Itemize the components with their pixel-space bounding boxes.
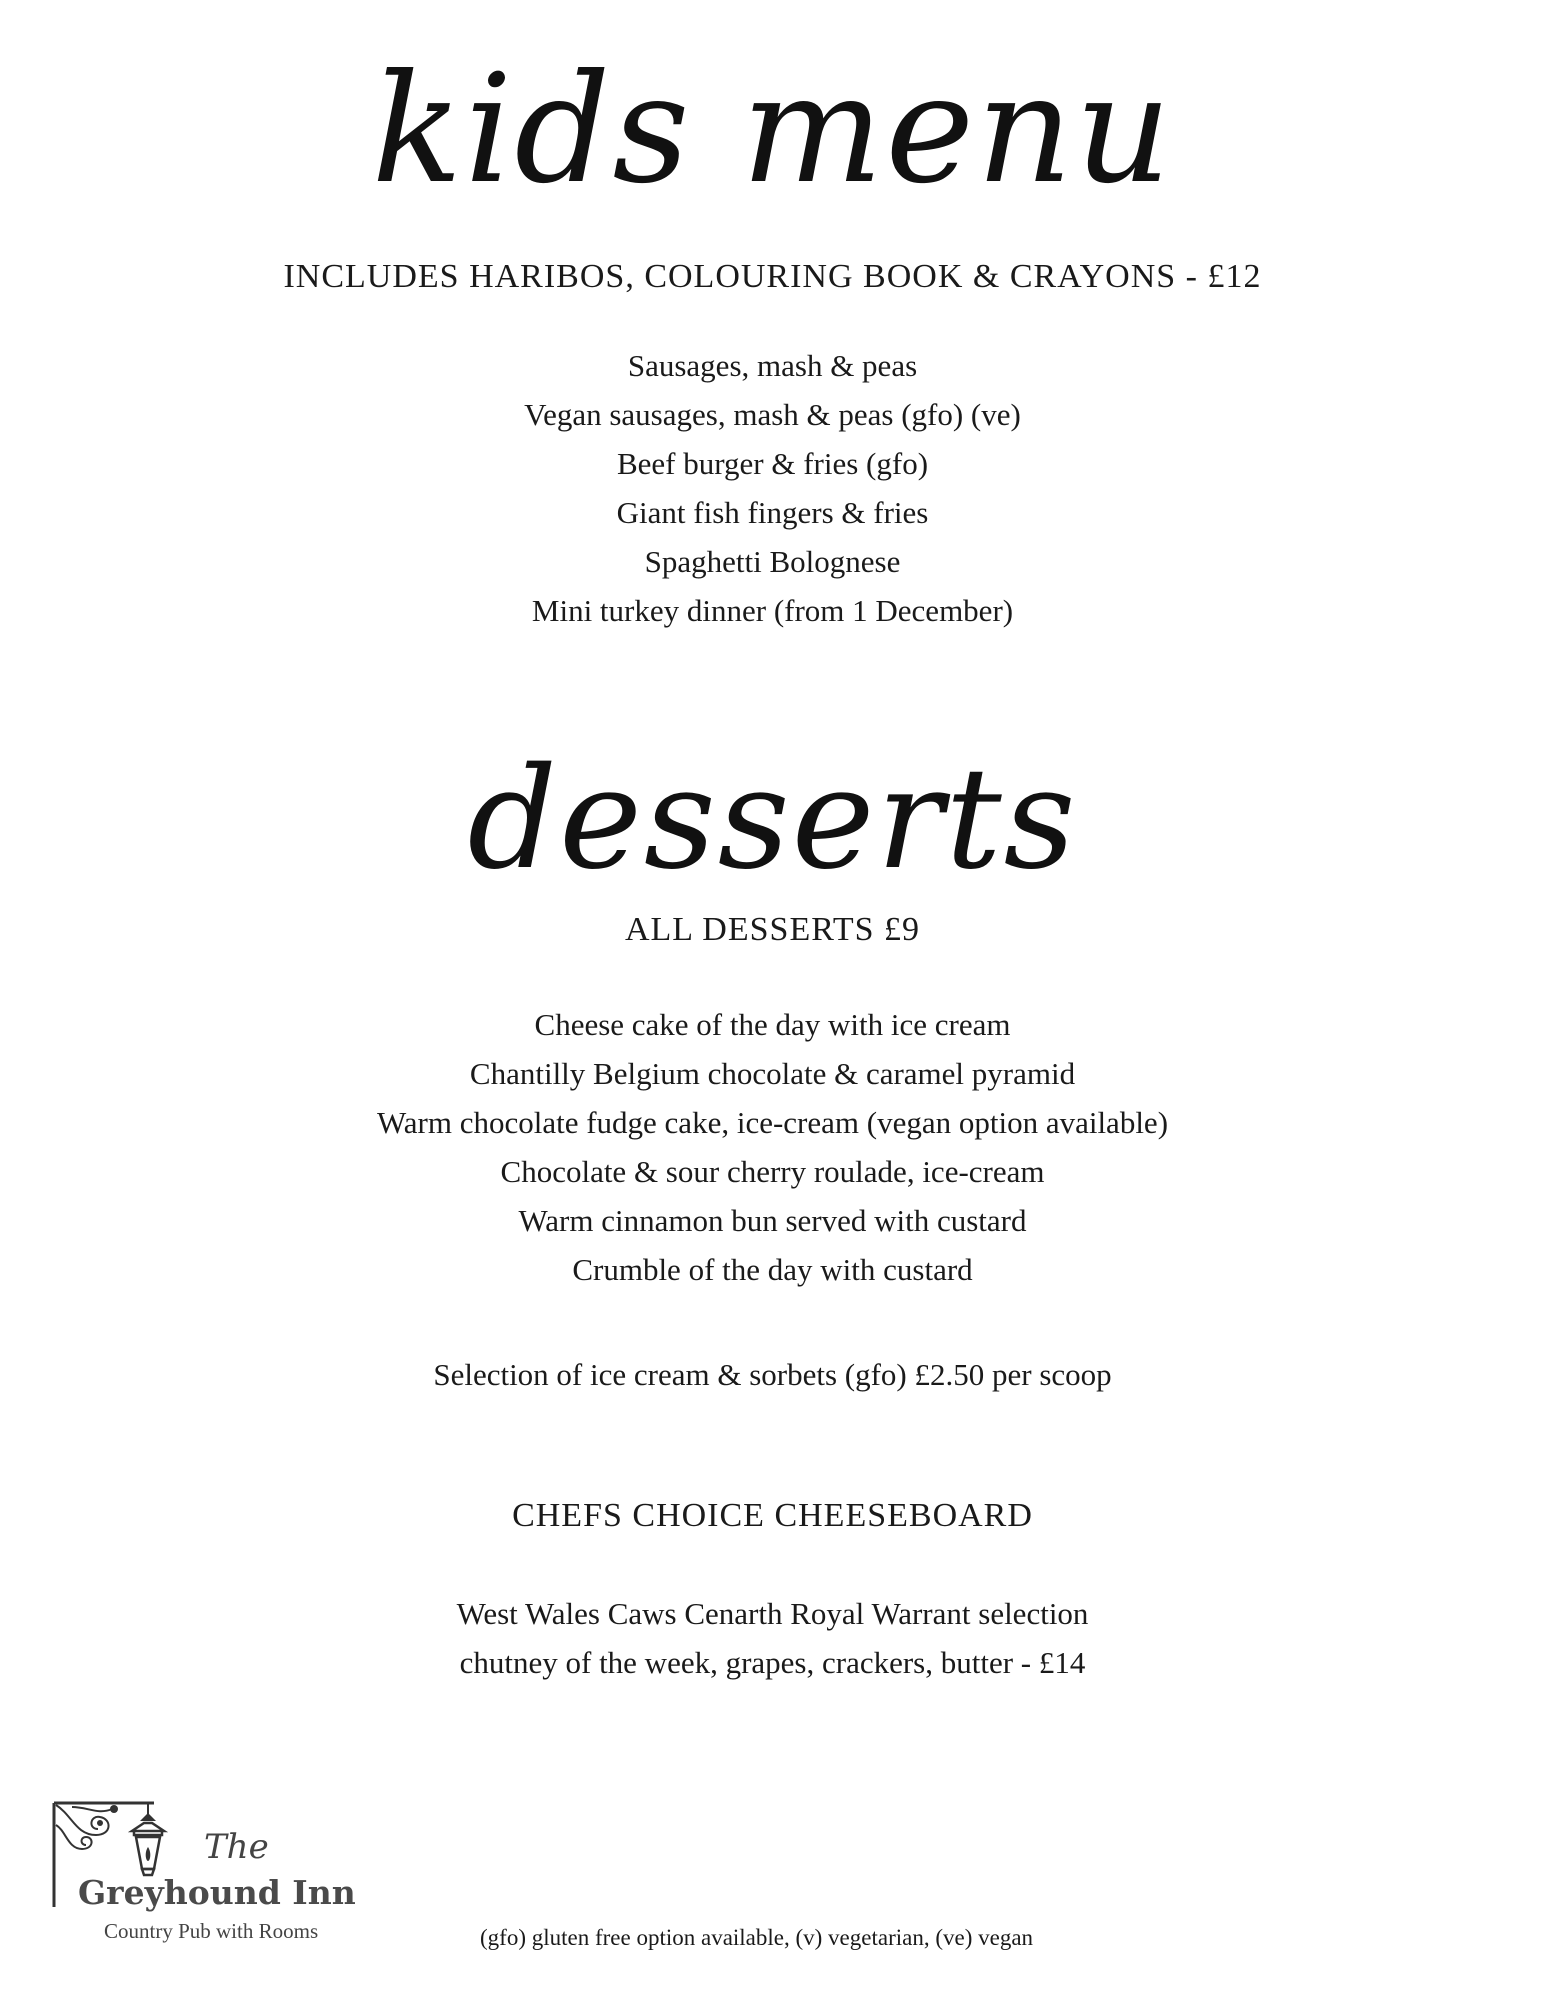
list-item: Sausages, mash & peas [627, 348, 918, 383]
dietary-footnote: (gfo) gluten free option available, (v) vegetarian, (ve) vegan [480, 1925, 1034, 1950]
cheeseboard-line: West Wales Caws Cenarth Royal Warrant selection [456, 1596, 1089, 1631]
kids-menu-title: kids menu [371, 43, 1174, 217]
list-item: Chantilly Belgium chocolate & caramel pyramid [469, 1056, 1076, 1091]
cheeseboard-title: CHEFS CHOICE CHEESEBOARD [512, 1497, 1033, 1534]
list-item: Vegan sausages, mash & peas (gfo) (ve) [524, 397, 1021, 432]
logo-the-text: The [204, 1827, 269, 1867]
list-item: Beef burger & fries (gfo) [616, 446, 929, 481]
list-item: Warm chocolate fudge cake, ice-cream (vegan option available) [376, 1105, 1169, 1140]
list-item: Mini turkey dinner (from 1 December) [531, 593, 1014, 628]
desserts-price-line: ALL DESSERTS £9 [624, 911, 921, 948]
kids-includes-line: INCLUDES HARIBOS, COLOURING BOOK & CRAYONS - £12 [283, 258, 1262, 295]
list-item: Giant fish fingers & fries [616, 495, 929, 530]
list-item: Warm cinnamon bun served with custard [518, 1203, 1027, 1238]
list-item: Spaghetti Bolognese [644, 544, 901, 579]
list-item: Cheese cake of the day with ice cream [534, 1007, 1011, 1042]
logo-name: Greyhound Inn [78, 1873, 356, 1912]
desserts-title: desserts [467, 738, 1078, 901]
logo-tagline: Country Pub with Rooms [104, 1919, 319, 1943]
cheeseboard-line: chutney of the week, grapes, crackers, butter - £14 [459, 1645, 1086, 1680]
ice-cream-line: Selection of ice cream & sorbets (gfo) £2.50 per scoop [433, 1357, 1112, 1392]
desserts-list [0, 1000, 1545, 1294]
kids-menu-list [0, 341, 1545, 635]
list-item: Chocolate & sour cherry roulade, ice-cream [500, 1154, 1045, 1189]
greyhound-inn-logo [52, 1795, 392, 1965]
list-item: Crumble of the day with custard [572, 1252, 973, 1287]
